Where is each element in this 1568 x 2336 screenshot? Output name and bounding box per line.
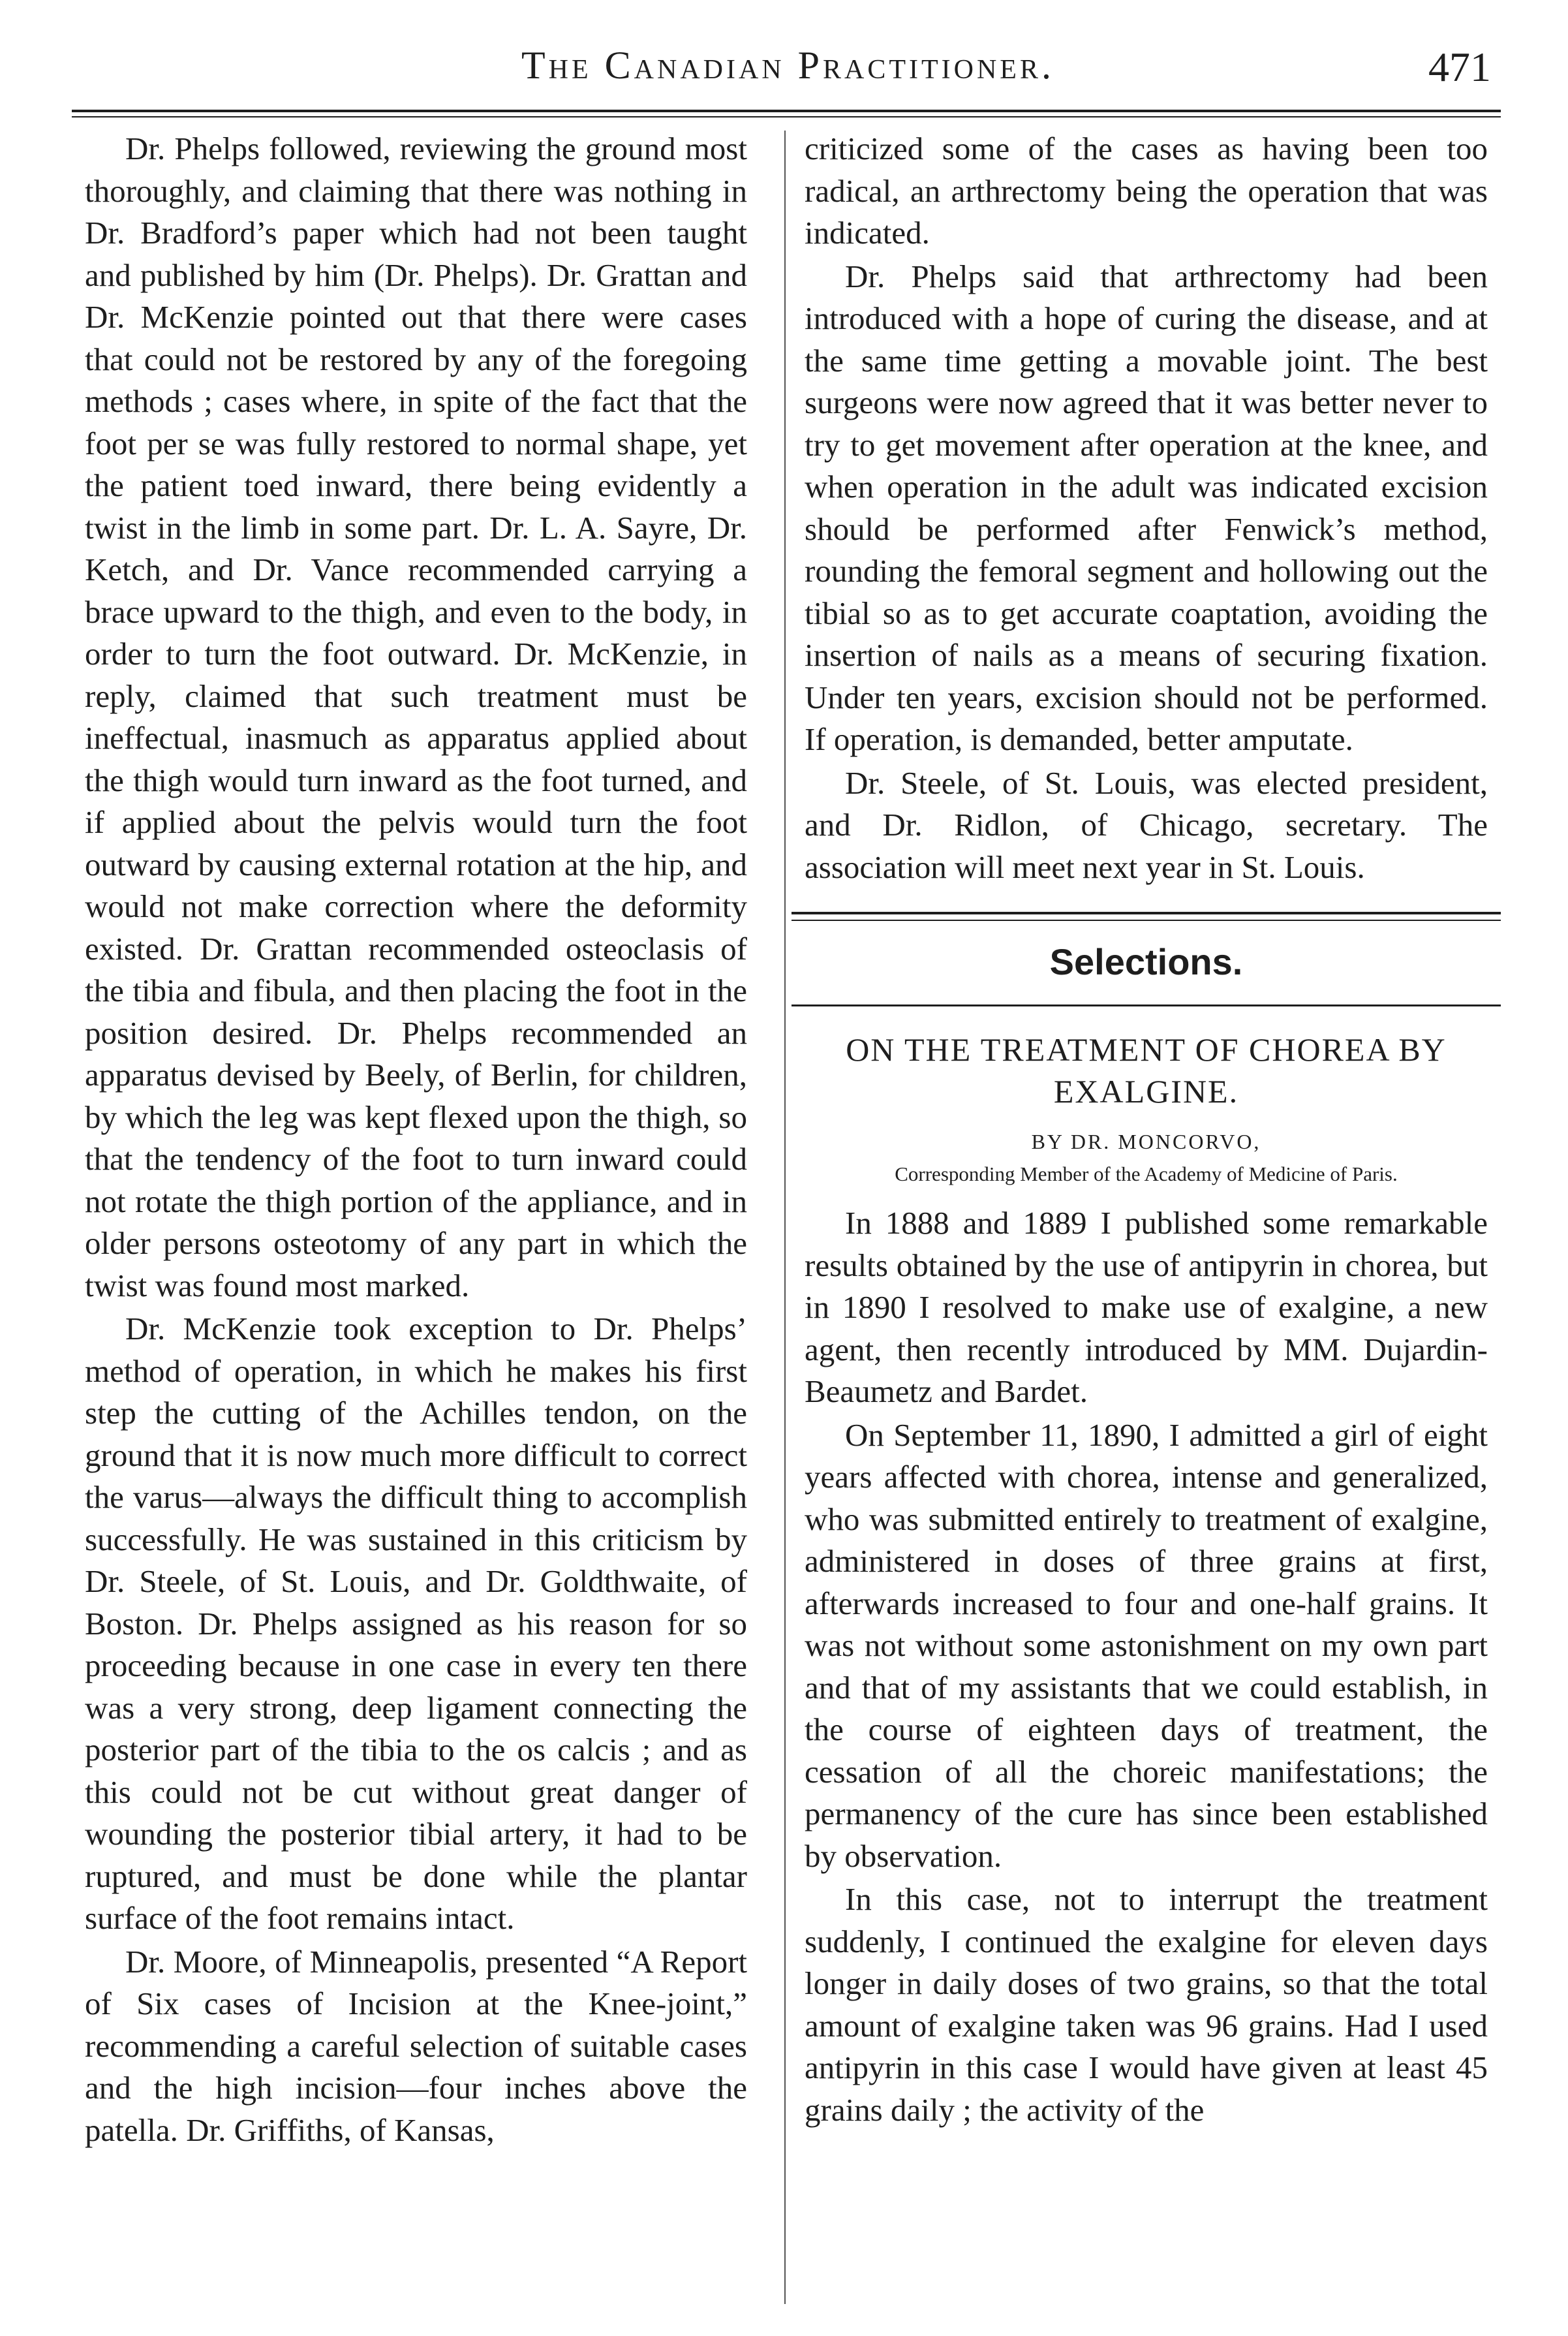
paragraph: Dr. Phelps said that arthrectomy had been introduced with a hope of curing the disease, and at the same time getting a movable joint. The best surgeons were now agreed that it was better never to try to get movement after operation at the knee, and when operation in the adult was indicated excision should be performed after Fenwick’s method, rounding the femoral segment and hollowing out the tibial so as to get accurate coaptation, avoiding the insertion of nails as a means of securing fixation. Under ten years, excision should not be performed. If operation, is demanded, better amputate. xyxy=(805,258,1488,757)
paragraph: In this case, not to interrupt the treatment suddenly, I continued the exalgine for eleven days longer in daily doses of two grains, so that the total amount of exalgine taken was 96 grains. Had I used antipyrin in this case I would have given at least 45 grains daily ; the activity of the xyxy=(805,1881,1488,2128)
paragraph: Dr. Phelps followed, reviewing the ground most thoroughly, and claiming that there was nothing in Dr. Bradford’s paper which had not been taught and published by him (Dr. Phelps). Dr. Grattan and Dr. McKenzie pointed out that there were cases that could not be restored by any of the foregoing methods ; cases where, in spite of the fact that the foot per se was fully restored to normal shape, yet the patient toed inward, there being evidently a twist in the limb in some part. Dr. L. A. Sayre, Dr. Ketch, and Dr. Vance recommended carrying a brace upward to the thigh, and even to the body, in order to turn the foot outward. Dr. McKenzie, in reply, claimed that such treatment must be ineffectual, inasmuch as apparatus applied about the thigh would turn inward as the foot turned, and if applied about the pelvis would turn the foot outward by causing external rotation at the hip, and would not make correction where the deformity existed. Dr. Grattan recommended osteoclasis of the tibia and fibula, and then placing the foot in the position desired. Dr. Phelps recommended an apparatus devised by Beely, of Berlin, for children, by which the leg was kept flexed upon the thigh, so that the tendency of the foot to turn inward could not rotate the thigh portion of the appliance, and in older persons osteotomy of any part in which the twist was found most marked. xyxy=(85,131,747,1303)
article-rule xyxy=(792,1004,1501,1006)
paragraph: Dr. Moore, of Minneapolis, presented “A Report of Six cases of Incision at the Knee-joint,” recommending a careful selection of suitable cases and the high incision—four inches above the patella. Dr. Griffiths, of Kansas, xyxy=(85,1943,747,2148)
right-column xyxy=(805,128,1488,2131)
author-affiliation: Corresponding Member of the Academy of Medicine of Paris. xyxy=(895,1162,1398,1185)
paragraph: On September 11, 1890, I admitted a girl of eight years affected with chorea, intense and generalized, who was submitted entirely to treatment of exalgine, administered in doses of three grains at first, afterwards increased to four and one-half grains. It was not without some astonishment on my own part and that of my assistants that we could establish, in the course of eighteen days of treatment, the cessation of all the choreic manifestations; the permanency of the cure has since been established by observation. xyxy=(805,1416,1488,1874)
paragraph: criticized some of the cases as having been too radical, an arthrectomy being the operation that was indicated. xyxy=(805,131,1488,251)
paragraph: Dr. Steele, of St. Louis, was elected president, and Dr. Ridlon, of Chicago, secretary. The association will meet next year in St. Louis. xyxy=(805,764,1488,885)
article-title: ON THE TREATMENT OF CHOREA BY EXALGINE. xyxy=(846,1031,1447,1110)
page-number: 471 xyxy=(1428,44,1491,90)
journal-title: The Canadian Practitioner. xyxy=(521,44,1054,87)
article-byline: BY DR. MONCORVO, xyxy=(1031,1130,1261,1153)
column-divider xyxy=(784,131,786,2304)
paragraph: In 1888 and 1889 I published some remarkable results obtained by the use of antipyrin in chorea, but in 1890 I resolved to make use of exalgine, a new agent, then recently introduced by MM. Dujardin-Beaumetz and Bardet. xyxy=(805,1205,1488,1409)
left-column xyxy=(85,128,747,2151)
header-rule xyxy=(72,110,1501,117)
page-header xyxy=(78,43,1498,102)
section-heading: Selections. xyxy=(1049,941,1243,982)
section-rule xyxy=(792,912,1501,921)
paragraph: Dr. McKenzie took exception to Dr. Phelps’ method of operation, in which he makes his first step the cutting of the Achilles tendon, on the ground that it is now much more difficult to correct the varus—always the difficult thing to accomplish successfully. He was sustained in this criticism by Dr. Steele, of St. Louis, and Dr. Goldthwaite, of Boston. Dr. Phelps assigned as his reason for so proceeding because in one case in every ten there was a very strong, deep ligament connecting the posterior part of the tibia to the os calcis ; and as this could not be cut without great danger of wounding the posterior tibial artery, it had to be ruptured, and must be done while the plantar surface of the foot remains intact. xyxy=(85,1311,747,1936)
